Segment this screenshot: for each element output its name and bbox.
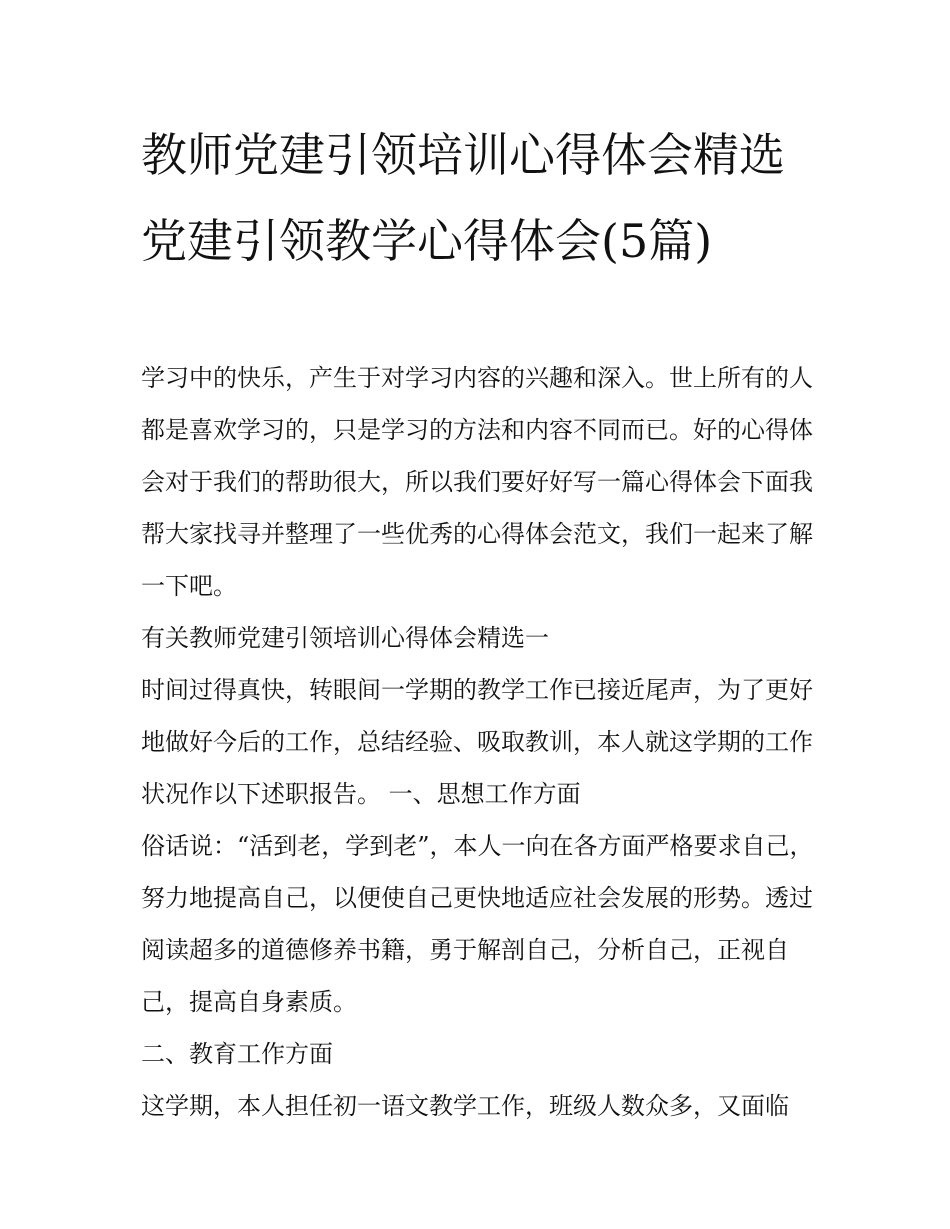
document-body (141, 352, 821, 1132)
intro-paragraph: 学习中的快乐，产生于对学习内容的兴趣和深入。世上所有的人都是喜欢学习的，只是学习的方法和内容不同而已。好的心得体会对于我们的帮助很大，所以我们要好好写一篇心得体会下面我帮大家找寻并整理了一些优秀的心得体会范文，我们一起来了解一下吧。 (141, 364, 813, 600)
body-paragraph: 时间过得真快，转眼间一学期的教学工作已接近尾声，为了更好地做好今后的工作，总结经验、吸取教训，本人就这学期的工作状况作以下述职报告。 一、思想工作方面 (141, 676, 813, 808)
section-heading: 二、教育工作方面 (141, 1040, 333, 1068)
document-title: 教师党建引领培训心得体会精选 党建引领教学心得体会(5篇) (141, 128, 785, 268)
body-paragraph: 这学期，本人担任初一语文教学工作，班级人数众多，又面临 (141, 1092, 789, 1120)
body-paragraph: 俗话说：“活到老，学到老”，本人一向在各方面严格要求自己，努力地提高自己，以便使自己更快地适应社会发展的形势。透过阅读超多的道德修养书籍，勇于解剖自己，分析自己，正视自己，提高自身素质。 (141, 832, 814, 1016)
section-heading: 有关教师党建引领培训心得体会精选一 (141, 624, 549, 652)
